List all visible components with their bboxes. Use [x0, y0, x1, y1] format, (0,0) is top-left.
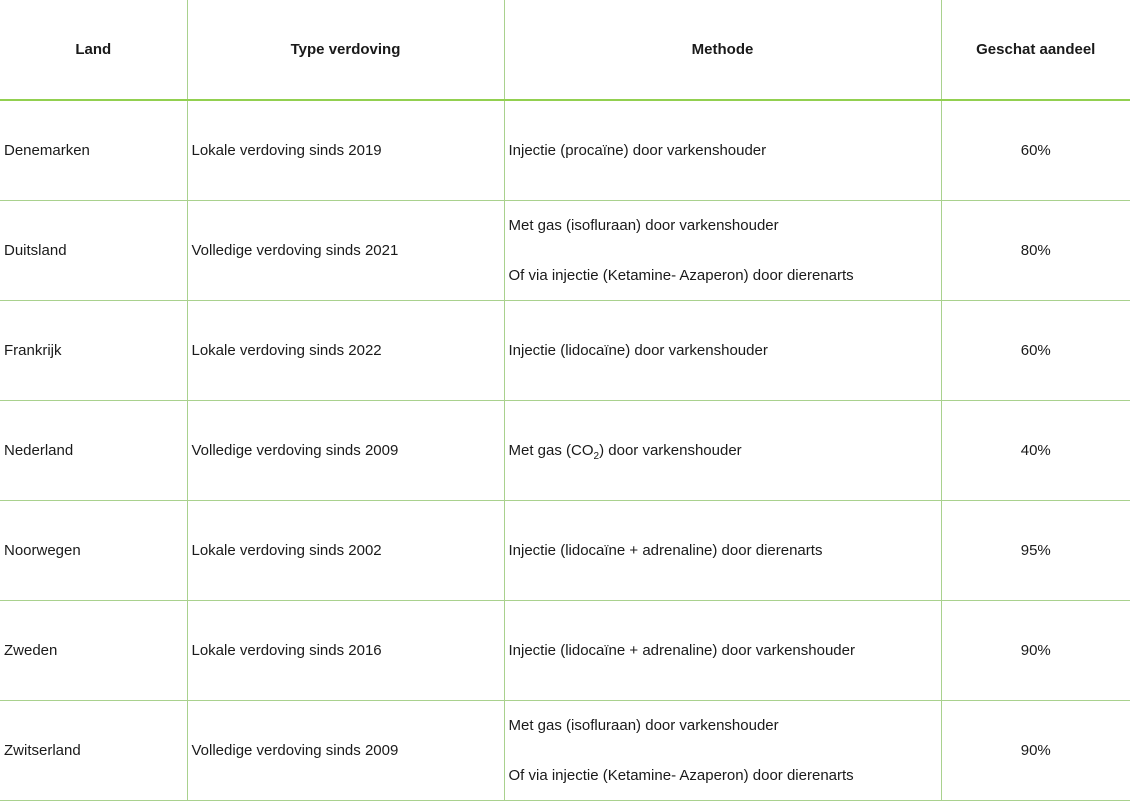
cell-land: Zwitserland	[0, 701, 187, 801]
cell-method	[504, 100, 941, 201]
cell-share: 90%	[941, 701, 1130, 801]
cell-method	[504, 601, 941, 701]
table-row	[0, 701, 1130, 801]
cell-land: Noorwegen	[0, 501, 187, 601]
header-land: Land	[0, 0, 187, 100]
cell-method	[504, 301, 941, 401]
header-row	[0, 0, 1130, 100]
table-header	[0, 0, 1130, 100]
header-method: Methode	[504, 0, 941, 100]
cell-type: Lokale verdoving sinds 2019	[187, 100, 504, 201]
co2-subscript: 2	[593, 450, 600, 462]
cell-share: 60%	[941, 301, 1130, 401]
cell-share: 60%	[941, 100, 1130, 201]
cell-type: Volledige verdoving sinds 2009	[187, 701, 504, 801]
cell-share: 90%	[941, 601, 1130, 701]
method-line: Injectie (lidocaïne) door varkenshouder	[508, 341, 768, 359]
table-body	[0, 100, 1130, 801]
method-line: Of via injectie (Ketamine- Azaperon) door dierenarts	[508, 266, 854, 284]
cell-type: Lokale verdoving sinds 2022	[187, 301, 504, 401]
cell-method	[504, 201, 941, 301]
cell-type: Volledige verdoving sinds 2009	[187, 401, 504, 501]
cell-share: 95%	[941, 501, 1130, 601]
cell-method	[504, 701, 941, 801]
cell-land: Denemarken	[0, 100, 187, 201]
method-line	[509, 441, 937, 461]
header-share: Geschat aandeel	[941, 0, 1130, 100]
table-row	[0, 201, 1130, 301]
table-row	[0, 501, 1130, 601]
cell-share: 80%	[941, 201, 1130, 301]
method-line: Met gas (isofluraan) door varkenshouder	[508, 216, 779, 234]
method-text-after: ) door varkenshouder	[599, 441, 742, 459]
cell-method	[504, 401, 941, 501]
cell-share: 40%	[941, 401, 1130, 501]
table-row	[0, 601, 1130, 701]
table-row	[0, 301, 1130, 401]
cell-type: Lokale verdoving sinds 2002	[187, 501, 504, 601]
cell-land: Frankrijk	[0, 301, 187, 401]
table-row	[0, 401, 1130, 501]
method-line: Injectie (procaïne) door varkenshouder	[508, 141, 767, 159]
cell-land: Zweden	[0, 601, 187, 701]
method-line: Of via injectie (Ketamine- Azaperon) door dierenarts	[508, 766, 854, 784]
cell-type: Lokale verdoving sinds 2016	[187, 601, 504, 701]
table-row	[0, 100, 1130, 201]
cell-method	[504, 501, 941, 601]
header-type: Type verdoving	[187, 0, 504, 100]
method-text-before: Met gas (CO	[508, 441, 594, 459]
cell-type: Volledige verdoving sinds 2021	[187, 201, 504, 301]
method-line: Injectie (lidocaïne + adrenaline) door dierenarts	[508, 541, 823, 559]
cell-land: Duitsland	[0, 201, 187, 301]
cell-land: Nederland	[0, 401, 187, 501]
method-line: Met gas (isofluraan) door varkenshouder	[508, 716, 779, 734]
method-line: Injectie (lidocaïne + adrenaline) door varkenshouder	[508, 641, 855, 659]
